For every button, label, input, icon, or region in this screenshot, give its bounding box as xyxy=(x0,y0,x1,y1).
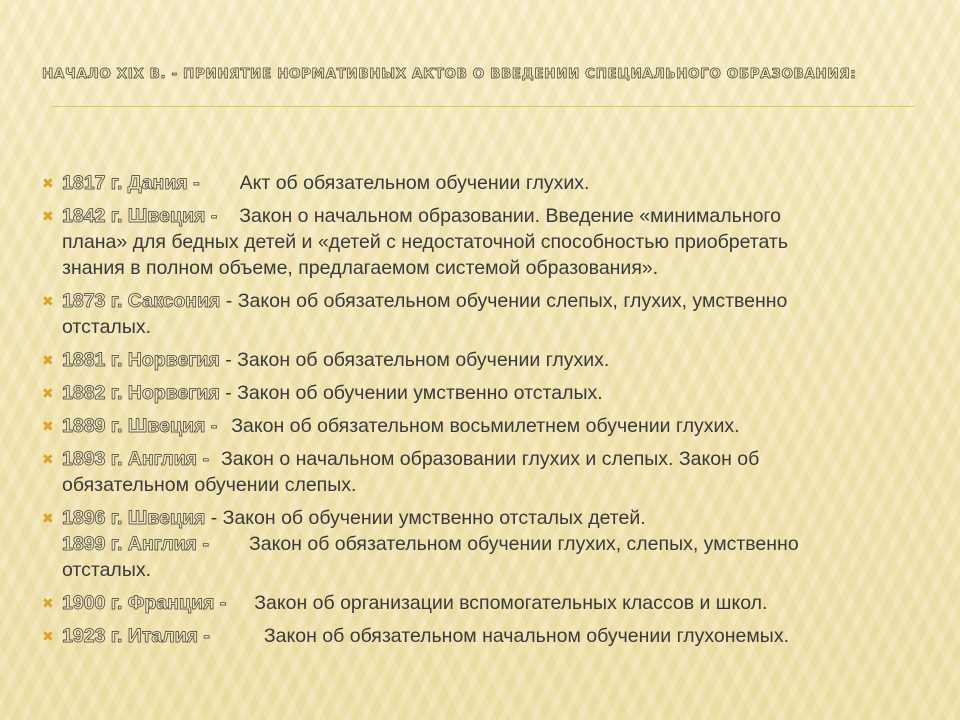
item-line xyxy=(62,203,920,229)
item-text: Акт об обязательном обучении глухих. xyxy=(239,172,590,194)
item-line xyxy=(62,347,920,373)
item-line xyxy=(62,170,920,196)
item-line xyxy=(62,446,920,472)
list-item xyxy=(40,446,920,498)
item-text-continued: отсталых. xyxy=(62,559,151,581)
x-mark-icon: ✖ xyxy=(42,175,54,191)
item-label: 1896 г. Швеция xyxy=(62,507,206,529)
x-mark-icon: ✖ xyxy=(42,208,54,224)
x-mark-icon: ✖ xyxy=(42,451,54,467)
item-text-continued: плана» для бедных детей и «детей с недостаточной способностью приобретать xyxy=(62,231,789,253)
item-line xyxy=(62,288,920,314)
list-item xyxy=(40,590,920,616)
item-line xyxy=(62,531,920,557)
x-mark-icon: ✖ xyxy=(42,352,54,368)
title-divider xyxy=(52,106,914,107)
item-text: Закон об обязательном обучении глухих, слепых, умственно xyxy=(248,533,799,555)
item-line xyxy=(62,413,920,439)
item-text-continued: отсталых. xyxy=(62,316,151,338)
list-item xyxy=(40,170,920,196)
acts-list xyxy=(40,170,920,656)
item-text-continued: знания в полном объеме, предлагаемом системой образования». xyxy=(62,257,659,279)
list-item xyxy=(40,347,920,373)
item-text: Закон о начальном образовании глухих и слепых. Закон об xyxy=(220,448,760,470)
list-item xyxy=(40,203,920,281)
x-mark-icon: ✖ xyxy=(42,510,54,526)
item-text: Закон о начальном образовании. Введение «минимального xyxy=(239,205,781,227)
item-text: - Закон об обязательном обучении слепых, глухих, умственно xyxy=(225,290,788,312)
item-label: 1882 г. Норвегия xyxy=(62,382,220,404)
list-item xyxy=(40,623,920,649)
x-mark-icon: ✖ xyxy=(42,628,54,644)
list-item xyxy=(40,505,920,583)
list-item xyxy=(40,288,920,340)
item-label-secondary: 1899 г. Англия - xyxy=(62,533,209,555)
item-text: Закон об обязательном восьмилетнем обучении глухих. xyxy=(231,415,740,437)
item-line xyxy=(62,590,920,616)
item-label: 1889 г. Швеция - xyxy=(62,415,218,437)
x-mark-icon: ✖ xyxy=(42,385,54,401)
item-text: - Закон об обязательном обучении глухих. xyxy=(225,349,610,371)
item-text: - Закон об обучении умственно отсталых. xyxy=(225,382,603,404)
item-label: 1873 г. Саксония xyxy=(62,290,221,312)
x-mark-icon: ✖ xyxy=(42,418,54,434)
item-label: 1881 г. Норвегия xyxy=(62,349,220,371)
slide-title: НАЧАЛО XIX В. - ПРИНЯТИЕ НОРМАТИВНЫХ АКТОВ О ВВЕДЕНИИ СПЕЦИАЛЬНОГО ОБРАЗОВАНИЯ: xyxy=(42,66,857,82)
x-mark-icon: ✖ xyxy=(42,595,54,611)
item-label: 1900 г. Франция - xyxy=(62,592,227,614)
item-line xyxy=(62,505,920,531)
item-label: 1842 г. Швеция - xyxy=(62,205,218,227)
item-line xyxy=(62,623,920,649)
item-text: - Закон об обучении умственно отсталых детей. xyxy=(210,507,646,529)
item-text: Закон об обязательном начальном обучении глухонемых. xyxy=(263,625,789,647)
item-text-continued: обязательном обучении слепых. xyxy=(62,474,357,496)
item-label: 1893 г. Англия - xyxy=(62,448,209,470)
item-text: Закон об организации вспомогательных классов и школ. xyxy=(254,592,768,614)
item-label: 1923 г. Италия - xyxy=(62,625,210,647)
x-mark-icon: ✖ xyxy=(42,293,54,309)
list-item xyxy=(40,413,920,439)
item-label: 1817 г. Дания - xyxy=(62,172,200,194)
item-line xyxy=(62,380,920,406)
list-item xyxy=(40,380,920,406)
